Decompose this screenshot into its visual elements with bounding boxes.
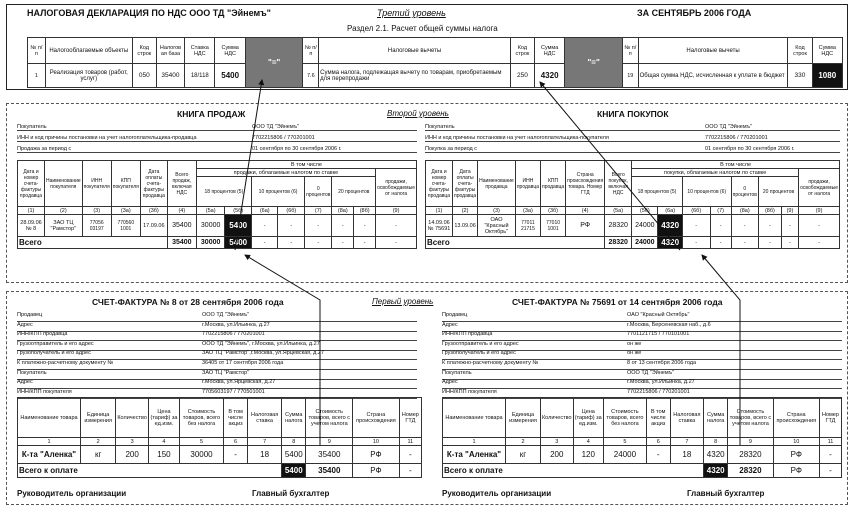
s-items-cell: 30000	[180, 446, 224, 464]
sales-r-cost: 30000	[196, 215, 225, 237]
sales-n9: (6а)	[251, 207, 278, 215]
sales-r-name: ЗАО ТЦ "Рамстор"	[45, 215, 83, 237]
sales-r-inn: 77056 03197	[82, 215, 111, 237]
s-items-colnum: 9	[306, 438, 353, 446]
sales-n1: (1)	[18, 207, 45, 215]
p-items-colnum: 7	[670, 438, 704, 446]
arrow-purchase-book-to-declaration	[540, 82, 680, 250]
row1-object: Реализация товаров (работ, услуг)	[45, 64, 132, 88]
sales-total-cost: 30000	[196, 237, 225, 249]
s-items-header: Цена (тариф) за ед.изм.	[148, 398, 179, 438]
header-sum: Сумма НДС	[215, 38, 245, 64]
s-field-value: ЗАО ТЦ "Рамстор",г.Москва, ул.Ярцевская, д.27	[202, 350, 325, 357]
s-total-vat: 5400	[282, 464, 306, 478]
row2-code: 250	[510, 64, 534, 88]
p-field-value: г.Москва, Берсеневская наб., д.6	[627, 321, 711, 328]
s-field-label: К платежно-расчетному документу №	[17, 360, 114, 366]
header-rate: Ставка НДС	[185, 38, 215, 64]
p-items-colnum: 9	[728, 438, 773, 446]
p-items-header: Стоимость товаров, всего без налога	[603, 398, 646, 438]
s-field-value: 7705603197 / 770501001	[202, 388, 265, 395]
header-sum-2: Сумма НДС	[534, 38, 564, 64]
sales-total-label: Всего	[18, 237, 168, 249]
purch-n8: (5б)	[632, 207, 658, 215]
s-items-cell: кг	[81, 446, 116, 464]
purch-h-incl: В том числе	[632, 161, 840, 169]
p-items-header: Количество	[540, 398, 573, 438]
purch-total-vat: 4320	[658, 237, 682, 249]
purch-n1: (1)	[426, 207, 453, 215]
s-items-colnum: 5	[180, 438, 224, 446]
s-field-value: г.Москва, ул.Ярцевская, д.27	[202, 379, 276, 386]
p-total-vat: 4320	[704, 464, 728, 478]
sales-n14: (9)	[376, 207, 417, 215]
declaration-level: Третий уровень	[377, 8, 446, 18]
purch-n4: (3а)	[515, 207, 540, 215]
s-items-cell: 18	[248, 446, 282, 464]
purch-r-paid: 13.09.06	[453, 215, 478, 237]
sales-h-exempt: продажи, освобождаемые от налога	[376, 169, 417, 207]
p-field-label: Грузоотправитель и его адрес	[442, 340, 519, 347]
s-items-colnum: 6	[223, 438, 247, 446]
row1-base: 35400	[156, 64, 184, 88]
arrow-sales-invoice-to-book	[245, 255, 320, 445]
header-sum-3: Сумма НДС	[812, 38, 842, 64]
s-field-label: Покупатель	[17, 369, 47, 376]
p-items-cell: -	[819, 446, 841, 464]
sales-n10: (6б)	[278, 207, 305, 215]
purch-r-d6: -	[799, 215, 840, 237]
purch-total-label: Всего	[426, 237, 605, 249]
purchase-inn-value: 7702215806 / 770201001	[705, 135, 768, 141]
purchase-accountant-label: Главный бухгалтер	[687, 489, 765, 498]
p-items-colnum: 3	[540, 438, 573, 446]
sales-r-total: 35400	[167, 215, 196, 237]
sales-invoice-title: СЧЕТ-ФАКТУРА № 8 от 28 сентября 2006 года	[92, 297, 284, 307]
sales-t-d4: -	[332, 237, 354, 249]
purch-h-date: Дата и номер счета-фактуры продавца	[426, 161, 453, 207]
purchase-inn-label: ИНН и код причины постановки на учет налогоплательщика-покупателя	[425, 135, 609, 141]
sales-h-total: Всего продаж, включая НДС	[167, 161, 196, 207]
purch-h-taxed: покупки, облагаемые налогом по ставке	[632, 169, 799, 177]
p-field-value: 7702215806 / 770201001	[627, 388, 690, 395]
sales-r-d1: -	[251, 215, 278, 237]
purch-r-kpp: 77010 1001	[540, 215, 565, 237]
p-total-label: Всего к оплате	[443, 464, 704, 478]
ditto-mark-2: "="	[565, 38, 623, 88]
s-items-header: В том числе акциз	[223, 398, 247, 438]
sales-n8: (5б)	[225, 207, 252, 215]
p-field-label: Покупатель	[442, 369, 472, 376]
purch-h-kpp: КПП продавца	[540, 161, 565, 207]
header-deductions: Налоговые вычеты	[319, 38, 511, 64]
purch-n7: (5а)	[605, 207, 632, 215]
s-field-value: ООО ТД "Эйнемъ"	[202, 312, 250, 318]
s-items-colnum: 3	[116, 438, 149, 446]
sales-r-vat: 5400	[225, 215, 252, 237]
purch-h-paid: Дата оплаты счета-фактуры продавца	[453, 161, 478, 207]
purch-n5: (3б)	[540, 207, 565, 215]
s-items-colnum: 2	[81, 438, 116, 446]
header-no-2: № п/п	[303, 38, 319, 64]
s-items-cell: 150	[148, 446, 179, 464]
p-total-country: РФ	[773, 464, 819, 478]
sales-period-value: 01 сентября по 30 сентября 2006 г.	[252, 146, 342, 152]
p-items-colnum: 2	[506, 438, 541, 446]
purch-n13: (8б)	[758, 207, 781, 215]
purch-r-name: ОАО "Красный Октябрь"	[478, 215, 516, 237]
purch-t-d3: -	[731, 237, 758, 249]
sales-h-name: Наименование покупателя	[45, 161, 83, 207]
row3-sum: 1080	[812, 64, 842, 88]
s-items-header: Наименование товара	[18, 398, 81, 438]
purch-t-d1: -	[682, 237, 710, 249]
sales-n12: (8а)	[332, 207, 354, 215]
s-field-label: ИНН/КПП продавца	[17, 331, 68, 338]
declaration-period: ЗА СЕНТЯБРЬ 2006 ГОДА	[637, 8, 752, 18]
p-items-header: Стоимость товаров, всего с учетом налога	[728, 398, 773, 438]
books-level: Второй уровень	[387, 109, 449, 118]
purch-r-total: 28320	[605, 215, 632, 237]
sales-r-d3: -	[305, 215, 332, 237]
s-items-header: Номер ГТД	[399, 398, 421, 438]
purch-r-country: РФ	[566, 215, 605, 237]
row2-text: Сумма налога, подлежащая вычету по товарам, приобретаемым для перепродажи	[319, 64, 511, 88]
p-field-value: ООО ТД "Эйнемъ"	[627, 369, 675, 376]
s-total-label: Всего к оплате	[18, 464, 282, 478]
s-items-cell: РФ	[353, 446, 400, 464]
sales-t-d3: -	[305, 237, 332, 249]
s-field-value: г.Москва, ул.Ильинка, д.27	[202, 321, 270, 328]
p-total-sum: 28320	[728, 464, 773, 478]
purch-r-inn: 77011 21715	[515, 215, 540, 237]
s-items-header: Количество	[116, 398, 149, 438]
row3-text: Общая сумма НДС, исчисленная к уплате в бюджет	[638, 64, 788, 88]
p-field-label: К платежно-расчетному документу №	[442, 360, 539, 366]
purch-r-d1: -	[682, 215, 710, 237]
p-field-label: Адрес	[442, 321, 458, 328]
sales-h-0: 0 процентов	[305, 177, 332, 207]
declaration-section-title: Раздел 2.1. Расчет общей суммы налога	[347, 24, 498, 33]
purch-r-d4: -	[758, 215, 781, 237]
p-field-value: ОАО "Красный Октябрь"	[627, 312, 690, 318]
s-items-header: Страна происхождения	[353, 398, 400, 438]
sales-r-d2: -	[278, 215, 305, 237]
s-field-label: Грузополучатель и его адрес	[17, 350, 91, 357]
sales-t-d2: -	[278, 237, 305, 249]
sales-t-d5: -	[354, 237, 376, 249]
sales-t-d6: -	[376, 237, 417, 249]
row3-code: 330	[788, 64, 812, 88]
purch-r-date: 14.09.06 № 75691	[426, 215, 453, 237]
p-field-label: ИНН/КПП покупателя	[442, 388, 497, 395]
sales-n5: (3б)	[140, 207, 167, 215]
purchase-buyer-value: ООО ТД "Эйнемъ"	[705, 124, 753, 130]
header-no: № п/п	[28, 38, 46, 64]
p-field-value: г.Москва, ул.Ильинка, д.27	[627, 379, 695, 386]
sales-n6: (4)	[167, 207, 196, 215]
s-field-value: ЗАО ТЦ "Рамстор"	[202, 369, 250, 376]
purch-n12: (8а)	[731, 207, 758, 215]
s-items-colnum: 11	[399, 438, 421, 446]
s-items-cell: 35400	[306, 446, 353, 464]
sales-r-d5: -	[354, 215, 376, 237]
purch-r-cost: 24000	[632, 215, 658, 237]
purch-h-20: 20 процентов	[758, 177, 798, 207]
sales-head-label: Руководитель организации	[17, 489, 127, 498]
sales-n7: (5а)	[196, 207, 225, 215]
purch-n11: (7)	[710, 207, 731, 215]
purch-r-d3: -	[731, 215, 758, 237]
sales-r-kpp: 770560 1001	[111, 215, 140, 237]
header-objects: Налогооблагаемые объекты	[45, 38, 132, 64]
s-total-country: РФ	[353, 464, 400, 478]
p-items-cell: 18	[670, 446, 704, 464]
p-items-cell: К-та "Аленка"	[443, 446, 506, 464]
purch-t-d4: -	[758, 237, 781, 249]
sales-h-inn: ИНН покупателя	[82, 161, 111, 207]
purch-n14: (9)	[781, 207, 798, 215]
sales-inn-label: ИНН и код причины постановки на учет налогоплательщика-продавца	[17, 135, 197, 141]
p-items-cell: 200	[540, 446, 573, 464]
purch-t-d6: -	[799, 237, 840, 249]
p-field-value: он же	[627, 340, 642, 347]
sales-h-date: Дата и номер счета-фактуры продавца	[18, 161, 45, 207]
p-items-header: Налоговая ставка	[670, 398, 704, 438]
s-items-colnum: 10	[353, 438, 400, 446]
s-field-label: Адрес	[17, 321, 33, 328]
ditto-mark: "="	[245, 38, 303, 88]
invoices-level: Первый уровень	[372, 297, 434, 306]
p-items-colnum: 11	[819, 438, 841, 446]
s-items-cell: -	[399, 446, 421, 464]
purch-h-total: Всего покупок, включая НДС	[605, 161, 632, 207]
p-items-colnum: 1	[443, 438, 506, 446]
sales-h-paid: Дата оплаты счета-фактуры продавца	[140, 161, 167, 207]
sales-book-title: КНИГА ПРОДАЖ	[177, 109, 246, 119]
header-no-3: № п/п	[622, 38, 638, 64]
s-items-cell: 5400	[282, 446, 306, 464]
p-field-label: ИНН/КПП продавца	[442, 331, 493, 338]
p-field-value: он же	[627, 350, 642, 357]
p-items-header: Цена (тариф) за ед.изм.	[573, 398, 603, 438]
p-items-cell: 120	[573, 446, 603, 464]
sales-h-incl: В том числе	[196, 161, 416, 169]
purchase-period-value: 01 сентября по 30 сентября 2006 г.	[705, 146, 795, 152]
header-code-2: Код строк	[510, 38, 534, 64]
sales-h-taxed: продажи, облагаемые налогом по ставке	[196, 169, 375, 177]
row1-sum: 5400	[215, 64, 245, 88]
s-field-label: ИНН/КПП покупателя	[17, 388, 72, 395]
p-field-label: Грузополучатель и его адрес	[442, 350, 516, 357]
row1-code: 050	[132, 64, 156, 88]
s-items-colnum: 7	[248, 438, 282, 446]
sales-n4: (3а)	[111, 207, 140, 215]
p-field-value: 7701121715 / 770101001	[627, 331, 690, 338]
sales-n2: (2)	[45, 207, 83, 215]
purch-r-d5: -	[781, 215, 798, 237]
purch-total-cost: 24000	[632, 237, 658, 249]
sales-n11: (7)	[305, 207, 332, 215]
arrow-purchase-invoice-to-book	[702, 255, 740, 445]
sales-n13: (8б)	[354, 207, 376, 215]
purchase-head-label: Руководитель организации	[442, 489, 552, 498]
p-items-header: Наименование товара	[443, 398, 506, 438]
row2-no: 7.6	[303, 64, 319, 88]
s-field-value: 36405 от 17 сентября 2006 года	[202, 360, 284, 366]
p-items-cell: -	[646, 446, 670, 464]
purch-n15: (9)	[799, 207, 840, 215]
p-items-cell: РФ	[773, 446, 819, 464]
p-items-header: Страна происхождения	[773, 398, 819, 438]
p-items-colnum: 10	[773, 438, 819, 446]
sales-total-sum: 35400	[167, 237, 196, 249]
s-items-cell: -	[223, 446, 247, 464]
s-items-colnum: 8	[282, 438, 306, 446]
purchase-book-title: КНИГА ПОКУПОК	[597, 109, 669, 119]
s-items-header: Налоговая ставка	[248, 398, 282, 438]
p-items-cell: кг	[506, 446, 541, 464]
purch-t-d2: -	[710, 237, 731, 249]
sales-h-kpp: КПП покупателя	[111, 161, 140, 207]
purchase-buyer-label: Покупатель	[425, 124, 455, 130]
purchase-period-label: Покупка за период с	[425, 146, 478, 152]
header-code-3: Код строк	[788, 38, 812, 64]
sales-r-paid: 17.09.06	[140, 215, 167, 237]
p-field-label: Продавец	[442, 312, 468, 318]
sales-buyer-label: Покупатель	[17, 124, 47, 130]
sales-buyer-value: ООО ТД "Эйнемъ"	[252, 124, 300, 130]
purch-h-country: Страна происхождения товара. Номер ГТД	[566, 161, 605, 207]
p-field-label: Адрес	[442, 379, 458, 386]
purch-r-vat: 4320	[658, 215, 682, 237]
sales-n3: (3)	[82, 207, 111, 215]
p-items-colnum: 4	[573, 438, 603, 446]
p-items-cell: 24000	[603, 446, 646, 464]
header-payable: Налоговые вычеты	[638, 38, 788, 64]
s-items-colnum: 1	[18, 438, 81, 446]
sales-t-d1: -	[251, 237, 278, 249]
sales-h-18: 18 процентов (5)	[196, 177, 251, 207]
p-items-header: Номер ГТД	[819, 398, 841, 438]
s-items-cell: К-та "Аленка"	[18, 446, 81, 464]
sales-r-date: 28.09.06 № 8	[18, 215, 45, 237]
s-field-label: Адрес	[17, 379, 33, 386]
s-items-header: Единица измерения	[81, 398, 116, 438]
s-field-label: Продавец	[17, 312, 43, 318]
purch-h-inn: ИНН продавца	[515, 161, 540, 207]
s-total-sum: 35400	[306, 464, 353, 478]
declaration-title: НАЛОГОВАЯ ДЕКЛАРАЦИЯ ПО НДС ООО ТД "Эйнемъ"	[27, 8, 271, 18]
p-field-value: 8 от 13 сентября 2006 года	[627, 360, 697, 366]
header-base: Налогов ая база	[156, 38, 184, 64]
purch-h-name: Наименование продавца	[478, 161, 516, 207]
sales-inn-value: 7702215806 / 770201001	[252, 135, 315, 141]
s-items-header: Стоимость товаров, всего с учетом налога	[306, 398, 353, 438]
sales-period-label: Продажа за период с	[17, 146, 72, 152]
purch-n6: (4)	[566, 207, 605, 215]
p-items-header: Сумма налога	[704, 398, 728, 438]
p-items-cell: 28320	[728, 446, 773, 464]
p-items-colnum: 8	[704, 438, 728, 446]
purchase-invoice-title: СЧЕТ-ФАКТУРА № 75691 от 14 сентября 2006 года	[512, 297, 723, 307]
s-items-colnum: 4	[148, 438, 179, 446]
header-code: Код строк	[132, 38, 156, 64]
s-items-header: Сумма налога	[282, 398, 306, 438]
p-items-cell: 4320	[704, 446, 728, 464]
row3-no: 19	[622, 64, 638, 88]
p-items-header: В том числе акциз	[646, 398, 670, 438]
s-field-value: ООО ТД "Эйнемъ", г.Москва, ул.Ильинка, д.27	[202, 340, 320, 347]
purch-r-d2: -	[710, 215, 731, 237]
row2-sum: 4320	[534, 64, 564, 88]
arrow-sales-book-to-declaration	[235, 80, 262, 250]
sales-total-vat: 5400	[225, 237, 252, 249]
sales-r-d6: -	[376, 215, 417, 237]
sales-accountant-label: Главный бухгалтер	[252, 489, 330, 498]
row1-rate: 18/118	[185, 64, 215, 88]
purch-total-sum: 28320	[605, 237, 632, 249]
p-total-gtd: -	[819, 464, 841, 478]
s-field-value: 7702215806 / 770201001	[202, 331, 265, 338]
purch-n3: (3)	[478, 207, 516, 215]
p-items-colnum: 6	[646, 438, 670, 446]
p-items-colnum: 5	[603, 438, 646, 446]
s-items-cell: 200	[116, 446, 149, 464]
purch-n9: (6а)	[658, 207, 682, 215]
row1-no: 1	[28, 64, 46, 88]
purch-h-18: 18 процентов (5)	[632, 177, 683, 207]
purch-h-0: 0 процентов	[731, 177, 758, 207]
s-total-gtd: -	[399, 464, 421, 478]
purch-h-exempt: продажи, освобождаемые от налога	[799, 169, 840, 207]
purch-n2: (2)	[453, 207, 478, 215]
s-field-label: Грузоотправитель и его адрес	[17, 340, 94, 347]
p-items-header: Единица измерения	[506, 398, 541, 438]
s-items-header: Стоимость товаров, всего без налога	[180, 398, 224, 438]
sales-h-10: 10 процентов (6)	[251, 177, 304, 207]
sales-r-d4: -	[332, 215, 354, 237]
purch-h-10: 10 процентов (6)	[682, 177, 731, 207]
purch-n10: (6б)	[682, 207, 710, 215]
purch-t-d5: -	[781, 237, 798, 249]
sales-h-20: 20 процентов	[332, 177, 376, 207]
